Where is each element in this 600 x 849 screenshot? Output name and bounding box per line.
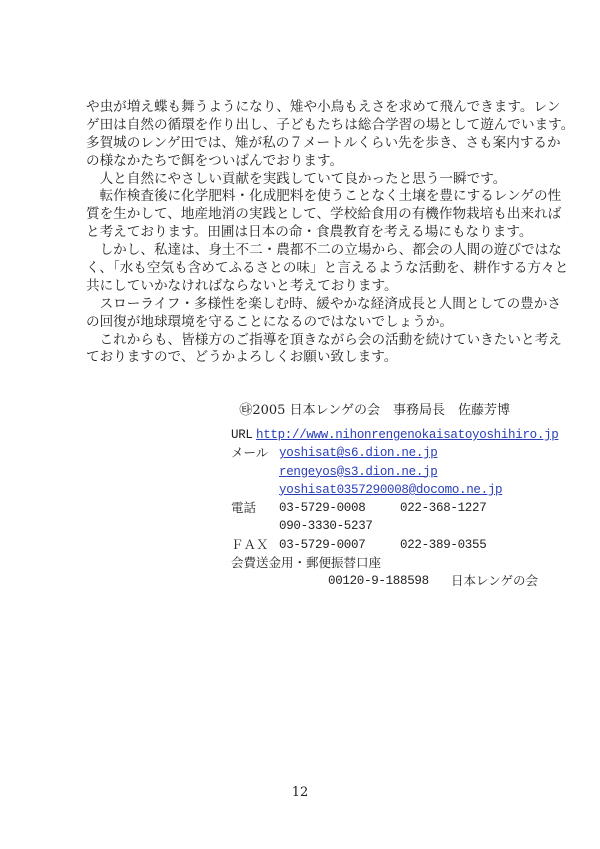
paragraph-line: く、「水も空気も含めてふるさとの味」と言えるような活動を、耕作する方々と [86, 260, 569, 277]
url-label: URL [231, 428, 253, 442]
paragraph-line: と考えております。田圃は日本の命・食農教育を考える場にもなります。 [86, 224, 533, 241]
paragraph-line: の回復が地球環境を守ることになるのではないでしょうか。 [86, 313, 454, 330]
body-text [86, 99, 575, 367]
paragraph-line: スローライフ・多様性を楽しむ時、緩やかな経済成長と人間としての豊かさ [86, 295, 561, 312]
website-link[interactable]: http://www.nihonrengenokaisatoyoshihiro.jp [256, 428, 559, 442]
email-link[interactable]: yoshisat@s6.dion.ne.jp [279, 446, 438, 461]
postal-name: 日本レンゲの会 [451, 573, 538, 589]
paragraph-line: や虫が増え蝶も舞うようになり、雉や小鳥もえさを求めて飛んできます。レン [86, 99, 561, 115]
phone-label: 電話 [231, 500, 257, 516]
email-link[interactable]: rengeyos@s3.dion.ne.jp [279, 464, 438, 479]
paragraph-line: 質を生かして、地産地消の実践として、学校給食用の有機作物栽培も出来れば [86, 206, 562, 223]
mail-label: メール [231, 445, 269, 461]
fax-number: 022-389-0355 [400, 537, 487, 552]
paragraph-line: ておりますので、どうかよろしくお願い致します。 [86, 349, 398, 366]
fax-label: ＦＡＸ [231, 536, 269, 552]
phone-number: 022-368-1227 [400, 501, 487, 516]
paragraph-line: 人と自然にやさしい貢献を実践していて良かったと思う一瞬です。 [86, 170, 507, 187]
paragraph-line: の様なかたちで餌をついばんでおります。 [86, 152, 344, 169]
email-link[interactable]: yoshisat0357290008@docomo.ne.jp [279, 482, 503, 497]
page-number: 12 [291, 785, 309, 800]
paragraph-line: 多賀城のレンゲ田では、雉が私の７メートルくらい先を歩き、さも案内するか [86, 134, 561, 151]
phone-number: 090-3330-5237 [279, 519, 373, 534]
paragraph-line: これからも、皆様方のご指導を頂きながら会の活動を続けていきたいと考え [86, 331, 562, 348]
paragraph-line: しかし、私達は、身土不二・農都不二の立場から、都会の人間の遊びではな [86, 242, 562, 259]
postal-account: 00120-9-188598 [328, 574, 429, 589]
paragraph-line: 共にしていかなければならないと考えております。 [86, 277, 398, 294]
phone-number: 03-5729-0008 [279, 501, 366, 516]
fax-number: 03-5729-0007 [279, 537, 366, 552]
signature: ㉹2005 日本レンゲの会 事務局長 佐藤芳博 [239, 403, 510, 418]
paragraph-line: ゲ田は自然の循環を作り出し、子どもたちは総合学習の場として遊んでいます。 [86, 116, 575, 133]
paragraph-line: 転作検査後に化学肥料・化成肥料を使うことなく土壌を豊にするレンゲの性 [86, 188, 562, 205]
postal-label: 会費送金用・郵便振替口座 [231, 555, 382, 571]
